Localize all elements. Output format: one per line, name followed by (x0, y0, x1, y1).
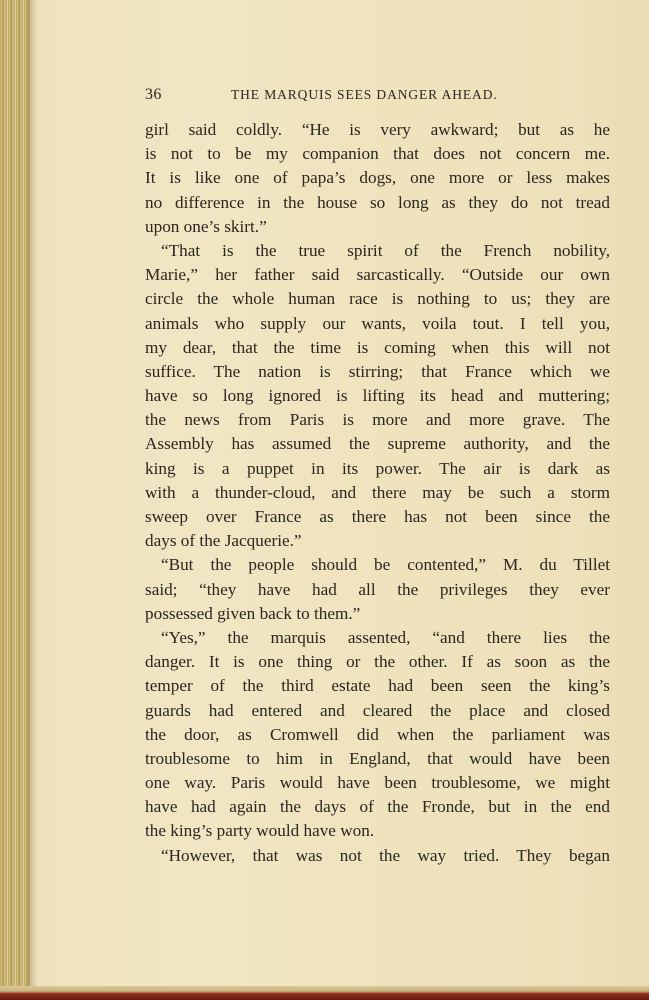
page-bottom-edge (0, 986, 649, 1000)
text-line: suffice. The nation is stirring; that France which we (145, 361, 610, 381)
text-line: one way. Paris would have been troublesome, we might (145, 773, 610, 793)
text-line: my dear, that the time is coming when this will not (145, 337, 610, 357)
text-line: have so long ignored is lifting its head and muttering; (145, 386, 610, 406)
text-line: It is like one of papa’s dogs, one more or less makes (145, 168, 610, 188)
text-line: guards had entered and cleared the place and closed (145, 700, 610, 720)
body-text (145, 118, 610, 868)
text-line: upon one’s skirt.” (145, 216, 267, 236)
text-line: temper of the third estate had been seen the king’s (145, 676, 610, 696)
text-line: Assembly has assumed the supreme authority, and the (145, 434, 610, 454)
text-line: days of the Jacquerie.” (145, 531, 302, 551)
text-line: said; “they have had all the privileges they ever (145, 579, 610, 599)
running-head: THE MARQUIS SEES DANGER AHEAD. (231, 87, 498, 102)
text-line: circle the whole human race is nothing to us; they are (145, 289, 610, 309)
text-line: “However, that was not the way tried. They began (161, 845, 610, 865)
text-line: troublesome to him in England, that would have been (145, 748, 610, 768)
text-line: animals who supply our wants, voila tout. I tell you, (145, 313, 610, 333)
book-spine (0, 0, 30, 1000)
text-line: possessed given back to them.” (145, 603, 361, 623)
text-line: the news from Paris is more and more grave. The (145, 410, 610, 430)
text-line: no difference in the house so long as they do not tread (145, 192, 610, 212)
text-line: danger. It is one thing or the other. If as soon as the (145, 652, 610, 672)
text-line: “Yes,” the marquis assented, “and there lies the (161, 627, 610, 647)
text-line: the king’s party would have won. (145, 821, 375, 841)
text-line: have had again the days of the Fronde, but in the end (145, 797, 610, 817)
text-line: the door, as Cromwell did when the parliament was (145, 724, 610, 744)
page-header (145, 86, 610, 108)
text-line: Marie,” her father said sarcastically. “Outside our own (145, 265, 610, 285)
text-line: sweep over France as there has not been since the (145, 507, 610, 526)
text-line: with a thunder-cloud, and there may be such a storm (145, 482, 610, 502)
page-number: 36 (145, 86, 162, 103)
text-line: girl said coldly. “He is very awkward; but as he (145, 120, 610, 139)
text-line: “That is the true spirit of the French nobility, (161, 240, 610, 260)
text-line: king is a puppet in its power. The air is dark as (145, 458, 610, 478)
text-line: is not to be my companion that does not concern me. (145, 144, 610, 164)
text-line: “But the people should be contented,” M. du Tillet (161, 555, 610, 575)
spine-shadow (28, 0, 38, 1000)
